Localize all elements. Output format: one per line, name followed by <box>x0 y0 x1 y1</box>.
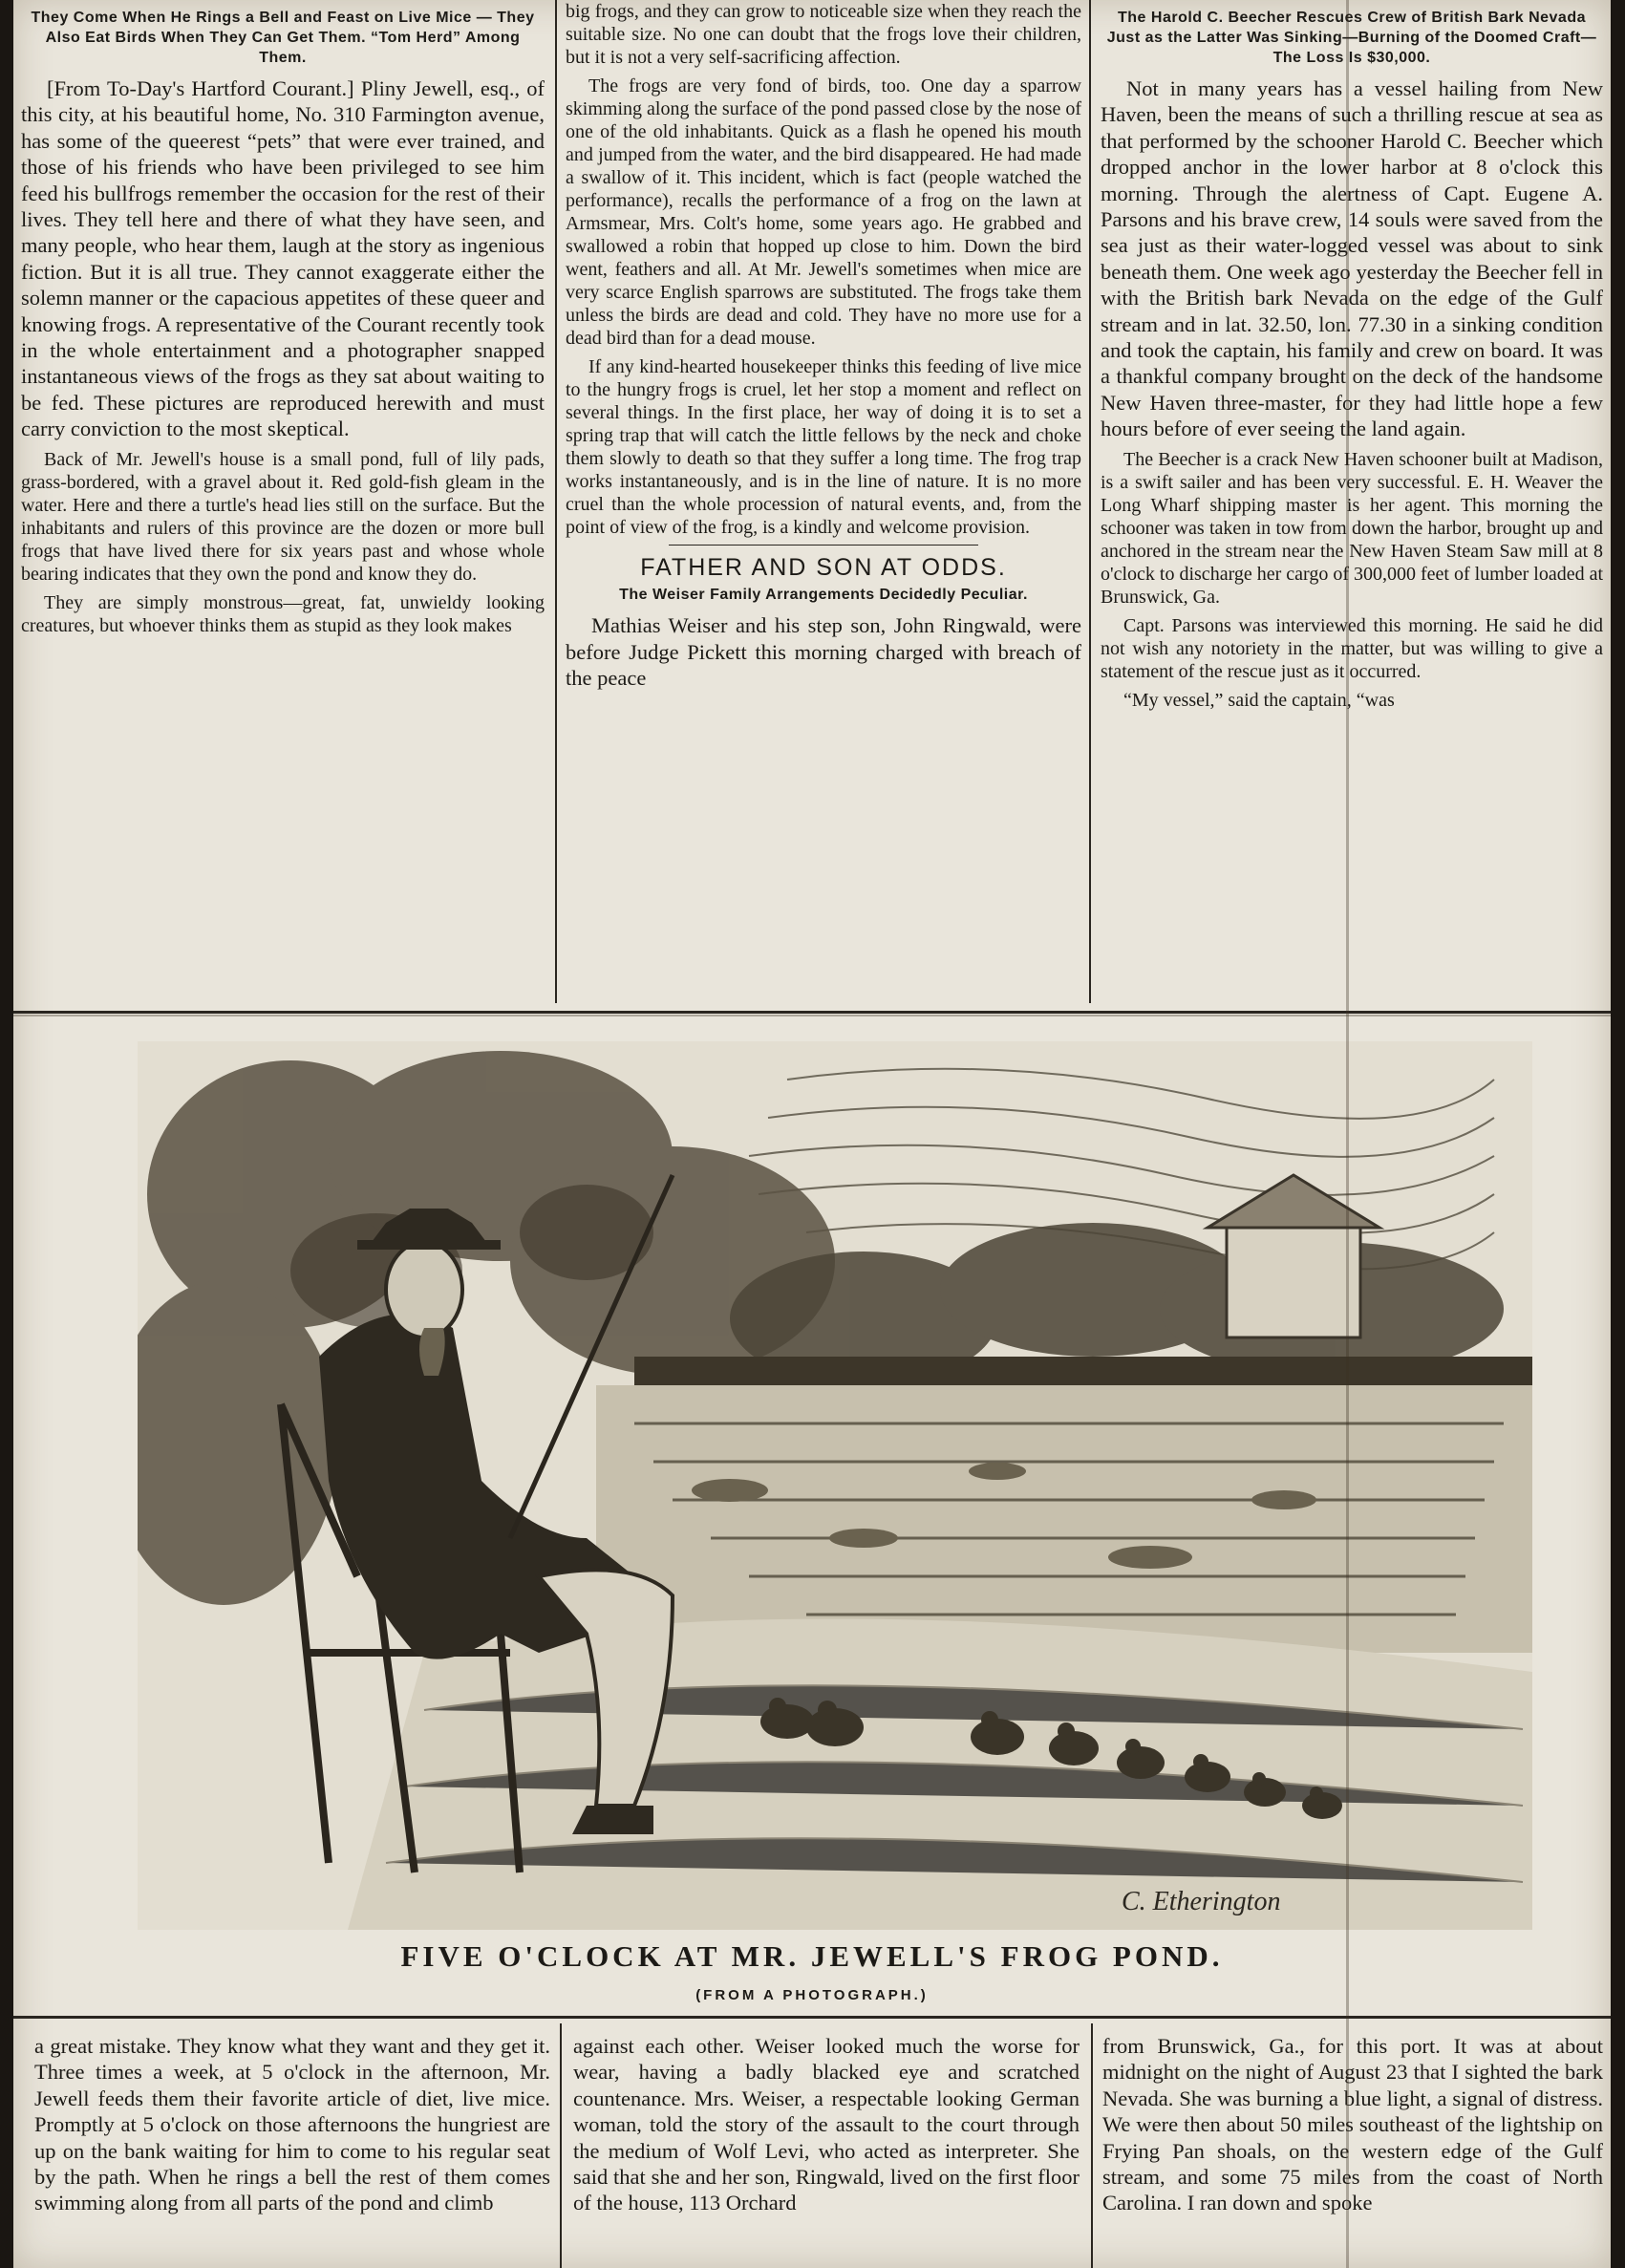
article1-col2-paragraph: If any kind-hearted housekeeper thinks this feeding of live mice to the hungry frogs is cruel, let her stop a moment and reflect on several things. In the first place, her way of doing it is to set a spring trap that will catch the little fellows by the neck and choke them slowly to death so that they suffer a long time. The frog trap works instantaneously, and is in the line of nature. It is no more cruel than the whole procession of natural events, and, from the point of view of the frog, is a kindly and welcome provision. <box>566 356 1081 538</box>
newspaper-page <box>13 0 1611 2268</box>
paper-fold <box>1346 0 1349 2268</box>
paper-fold <box>13 1015 1611 1016</box>
bottom-column-2 <box>573 2033 1080 2262</box>
article3-headline: The Harold C. Beecher Rescues Crew of British Bark Nevada Just as the Latter Was Sinking—Burning of the Doomed Craft—The Loss Is $30,000. <box>1106 10 1597 66</box>
article2-paragraph: Mathias Weiser and his step son, John Ringwald, were before Judge Pickett this morning charged with breach of the peace <box>566 613 1081 691</box>
column-rule <box>1089 0 1091 1003</box>
column-1 <box>21 8 545 996</box>
article2-subhead: The Weiser Family Arrangements Decidedly Peculiar. <box>619 587 1028 604</box>
column-rule <box>560 2023 562 2268</box>
illustration-caption: FIVE O'CLOCK AT MR. JEWELL'S FROG POND. <box>400 1939 1224 1973</box>
article1-continuation: a great mistake. They know what they want and they get it. Three times a week, at 5 o'clock in the afternoon, Mr. Jewell feeds them their favorite article of diet, live mice. Promptly at 5 o'clock on those afternoons the hungriest are up on the bank waiting for him to come to his regular seat by the path. When he rings a bell the rest of them comes swimming along from all parts of the pond and climb <box>34 2034 550 2215</box>
column-2 <box>566 0 1081 996</box>
column-3 <box>1101 8 1603 996</box>
article3-paragraph: The Beecher is a crack New Haven schooner built at Madison, is a swift sailer and has been very successful. E. H. Weaver the Long Wharf shipping master is her agent. This morning the schooner was taken in tow from down the harbor, brought up and anchored in the stream near the New Haven Steam Saw mill at 8 o'clock to discharge her cargo of 300,000 feet of lumber loaded at Brunswick, Ga. <box>1101 448 1603 608</box>
article3-paragraph: “My vessel,” said the captain, “was <box>1123 689 1395 711</box>
article3-paragraph: Capt. Parsons was interviewed this morning. He said he did not wish any notoriety in the matter, but was willing to give a statement of the rescue just as it occurred. <box>1101 614 1603 682</box>
section-rule <box>13 2016 1611 2019</box>
separator-rule <box>669 545 978 546</box>
column-rule <box>1091 2023 1093 2268</box>
illustration-subcaption: (FROM A PHOTOGRAPH.) <box>695 1987 929 2003</box>
bottom-column-1 <box>34 2033 550 2262</box>
article1-paragraph: [From To-Day's Hartford Courant.] Pliny Jewell, esq., of this city, at his beautiful home, No. 310 Farmington avenue, has some of the queerest “pets” that were ever trained, and those of his friends who have been privileged to see him feed his bullfrogs remember the occasion for the rest of their lives. They tell here and there of what they have seen, and many people, who hear them, laugh at the story as ingenious fiction. But it is all true. They cannot exaggerate either the solemn manner or the capacious appetites of these queer and knowing frogs. A representative of the Courant recently took in the whole entertainment and a photographer snapped instantaneous views of the frogs as they sat about waiting to be fed. These pictures are reproduced herewith and must carry conviction to the most skeptical. <box>21 76 545 441</box>
article1-headline: They Come When He Rings a Bell and Feast on Live Mice — They Also Eat Birds When They Can Get Them. “Tom Herd” Among Them. <box>31 10 535 66</box>
article1-paragraph: Back of Mr. Jewell's house is a small pond, full of lily pads, grass-bordered, with a gravel about it. Red gold-fish gleam in the water. Here and there a turtle's head lies still on the surface. But the inhabitants and rulers of this province are the dozen or more bull frogs that have lived there for six years past and whose whole bearing indicates that they own the pond and know they do. <box>21 448 545 585</box>
bottom-column-3 <box>1102 2033 1603 2262</box>
article1-col2-paragraph: The frogs are very fond of birds, too. One day a sparrow skimming along the surface of the pond passed close by the nose of one of the old inhabitants. Quick as a flash he opened his mouth and jumped from the water, and the bird disappeared. He had made a swallow of it. This incident, which is fact (people watched the performance), recalls the performance of a frog on the lawn at Armsmear, Mrs. Colt's home, some years ago. He grabbed and swallowed a robin that hopped up close to him. Down the bird went, feathers and all. At Mr. Jewell's sometimes when mice are very scarce English sparrows are substituted. The frogs take them unless the birds are dead and cold. They have no more use for a dead bird than for a dead mouse. <box>566 75 1081 349</box>
article2-headline: FATHER AND SON AT ODDS. <box>640 554 1007 581</box>
frog-pond-illustration <box>138 1041 1532 1930</box>
article1-paragraph: They are simply monstrous—great, fat, unwieldy looking creatures, but whoever thinks them as stupid as they look makes <box>21 591 545 636</box>
article3-continuation: from Brunswick, Ga., for this port. It was at about midnight on the night of August 23 that I sighted the bark Nevada. She was burning a blue light, a signal of distress. We were then about 50 miles southeast of the lightship on Frying Pan shoals, on the western edge of the Gulf stream, and some 75 miles from the coast of North Carolina. I ran down and spoke <box>1102 2034 1603 2215</box>
article1-col2-paragraph: big frogs, and they can grow to noticeable size when they reach the suitable size. No one can doubt that the frogs love their children, but it is not a very self-sacrificing affection. <box>566 1 1081 68</box>
section-rule <box>13 1011 1611 1014</box>
illustrator-signature: C. Etherington <box>1122 1887 1281 1916</box>
article2-continuation: against each other. Weiser looked much the worse for wear, having a badly blacked eye and scratched countenance. Mrs. Weiser, a respectable looking German woman, told the story of the assault to the court through the medium of Wolf Levi, who acted as interpreter. She said that she and her son, Ringwald, lived on the first floor of the house, 113 Orchard <box>573 2034 1080 2215</box>
article3-paragraph: Not in many years has a vessel hailing from New Haven, been the means of such a thrilling rescue at sea as that performed by the schooner Harold C. Beecher which dropped anchor in the lower harbor at 8 o'clock this morning. Through the alertness of Capt. Eugene A. Parsons and his brave crew, 14 souls were saved from the sea just as their water-logged vessel was about to sink beneath them. One week ago yesterday the Beecher fell in with the British bark Nevada on the edge of the Gulf stream and in lat. 32.50, lon. 77.30 in a sinking condition and took the captain, his family and crew on board. It was a thankful company brought on the deck of the handsome New Haven three-master, for they had little hope a few hours before of ever seeing the land again. <box>1101 76 1603 441</box>
column-rule <box>555 0 557 1003</box>
